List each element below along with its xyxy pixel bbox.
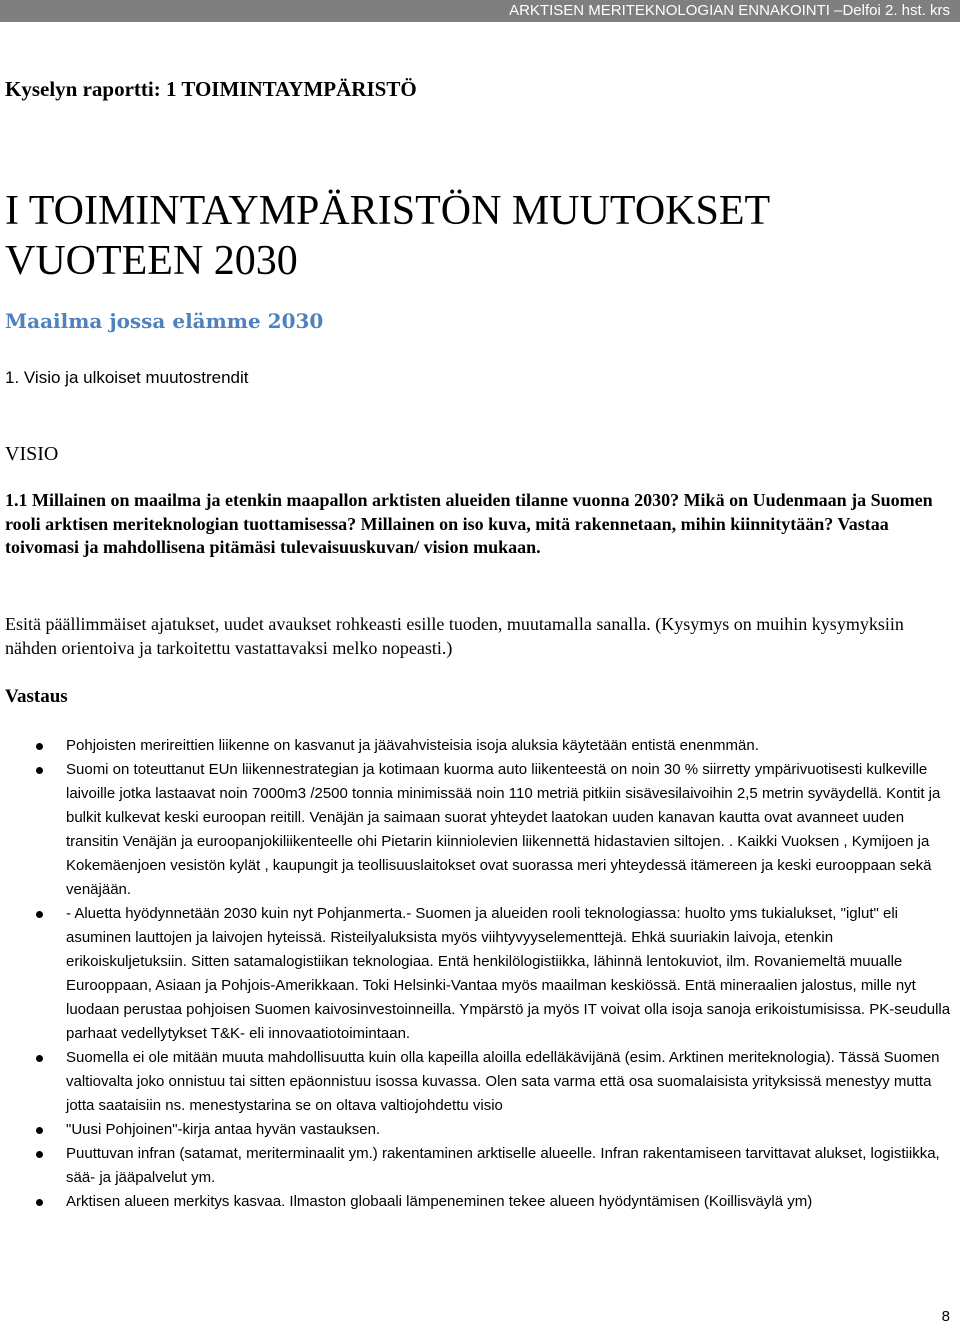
instruction-text: Esitä päällimmäiset ajatukset, uudet avaukset rohkeasti esille tuoden, muutamalla sanalla. (Kysymys on muihin kysymyksiin nähden orientoiva ja tarkoitettu vastattavaksi melko nopeasti.) (5, 614, 904, 658)
bullet-icon (36, 1127, 43, 1134)
bullet-icon (36, 911, 43, 918)
page-number: 8 (941, 1308, 950, 1325)
bullet-icon (36, 1151, 43, 1158)
answer-text: - Aluetta hyödynnetään 2030 kuin nyt Pohjanmerta.- Suomen ja alueiden rooli teknologiassa: huolto yms tukialukset, "iglut" eli asuminen lauttojen ja laivojen hyteissä. Risteilyaluksista myös viihtyvyyselementtejä. Ehkä suuriakin laivoja, etenkin erikoiskuljetuksiin. Sitten satamalogistiikan teknologiaa. Entä henkilölogistiikka, lähinnä lentokuviot, ilm. Rovaniemeltä muualle Eurooppaan, Asiaan ja Pohjois-Amerikkaan. Toki Helsinki-Vantaa myös maailman keskiössä. Entä mineraalien jalostus, mille nyt luodaan perustaa pohjoisen Suomen kaivosinvestoinneilla. Ympärstö ja myös IT voivat olla isoja sanoja erikoistumisissa. PK-seudulla parhaat vedellytykset T&K- eli innovaatiotoimintaan. (66, 905, 951, 1042)
answer-item (0, 902, 960, 1046)
visio-label: VISIO (5, 443, 59, 465)
answer-item (0, 1046, 960, 1118)
bullet-icon (36, 1055, 43, 1062)
answer-text: Puuttuvan infran (satamat, meriterminaalit ym.) rakentaminen arktiselle alueelle. Infran rakentamiseen tarvittavat alukset, logistiikka, sää- ja jääpalvelut ym. (66, 1145, 940, 1186)
answer-text: Suomella ei ole mitään muuta mahdollisuutta kuin olla kapeilla aloilla edelläkävijänä (esim. Arktinen meriteknologia). Tässä Suomen valtiovalta joko onnistuu tai sitten epäonnistuu isossa kuvassa. Olen sata varma että osa suomalaisista yrityksissä menestyy mutta jotta saataisiin ns. menestystarina se on oltava valtiojohdettu visio (66, 1049, 940, 1114)
answer-text: Suomi on toteuttanut EUn liikennestrategian ja kotimaan kuorma auto liikenteestä on noin 30 % siirretty ympärivuotisesti kulkeville laivoille jotka lastaavat noin 7000m3 /2500 tonnia minimissää noin 110 metriä pitkiin sisävesilaivoihin 2,5 metrin syväydellä. Kontit ja bulkit kulkevat keski euroopan reitill. Venäjän ja saimaan suorat yhteydet laatokan uuden kanavan kautta ovat avanneet uuden transitin Venäjän ja euroopanjokiliikenteelle ohi Pietarin kiinniolevien liikennettä hidastavien siltojen. . Kaikki Vuoksen , Kymijoen ja Kokemäenjoen vesistön kylät , kaupungit ja teollisuuslaitokset ovat suorassa meri yhteydessä itämereen ja keski eurooppaan sekä venäjään. (66, 761, 941, 898)
question-text: 1.1 Millainen on maailma ja etenkin maapallon arktisten alueiden tilanne vuonna 2030? Mikä on Uudenmaan ja Suomen rooli arktisen meriteknologian tuottamisessa? Millainen on iso kuva, mitä rakennetaan, mihin kiinnitytään? Vastaa toivomasi ja mahdollisena pitämäsi tulevaisuuskuvan/ vision mukaan. (5, 490, 933, 557)
answer-text: Pohjoisten merireittien liikenne on kasvanut ja jäävahvisteisia isoja aluksia käytetään entistä enenmmän. (66, 737, 759, 754)
answer-text: Arktisen alueen merkitys kasvaa. Ilmaston globaali lämpeneminen tekee alueen hyödyntämisen (Koillisväylä ym) (66, 1193, 813, 1210)
subheading: Maailma jossa elämme 2030 (5, 309, 324, 333)
bullet-icon (36, 1199, 43, 1206)
answer-item (0, 1142, 960, 1190)
answer-item (0, 1118, 960, 1142)
bullet-icon (36, 767, 43, 774)
main-heading: I TOIMINTAYMPÄRISTÖN MUUTOKSET VUOTEEN 2030 (5, 188, 770, 284)
bullet-icon (36, 743, 43, 750)
answer-item (0, 734, 960, 758)
answer-item (0, 1190, 960, 1214)
report-title: Kyselyn raportti: 1 TOIMINTAYMPÄRISTÖ (5, 77, 417, 101)
running-header: ARKTISEN MERITEKNOLOGIAN ENNAKOINTI –Delfoi 2. hst. krs (0, 0, 960, 22)
answer-list (0, 734, 960, 1214)
answer-label: Vastaus (5, 686, 68, 707)
answer-item (0, 758, 960, 902)
answer-text: "Uusi Pohjoinen"-kirja antaa hyvän vastauksen. (66, 1121, 381, 1138)
section-label: 1. Visio ja ulkoiset muutostrendit (5, 368, 249, 387)
